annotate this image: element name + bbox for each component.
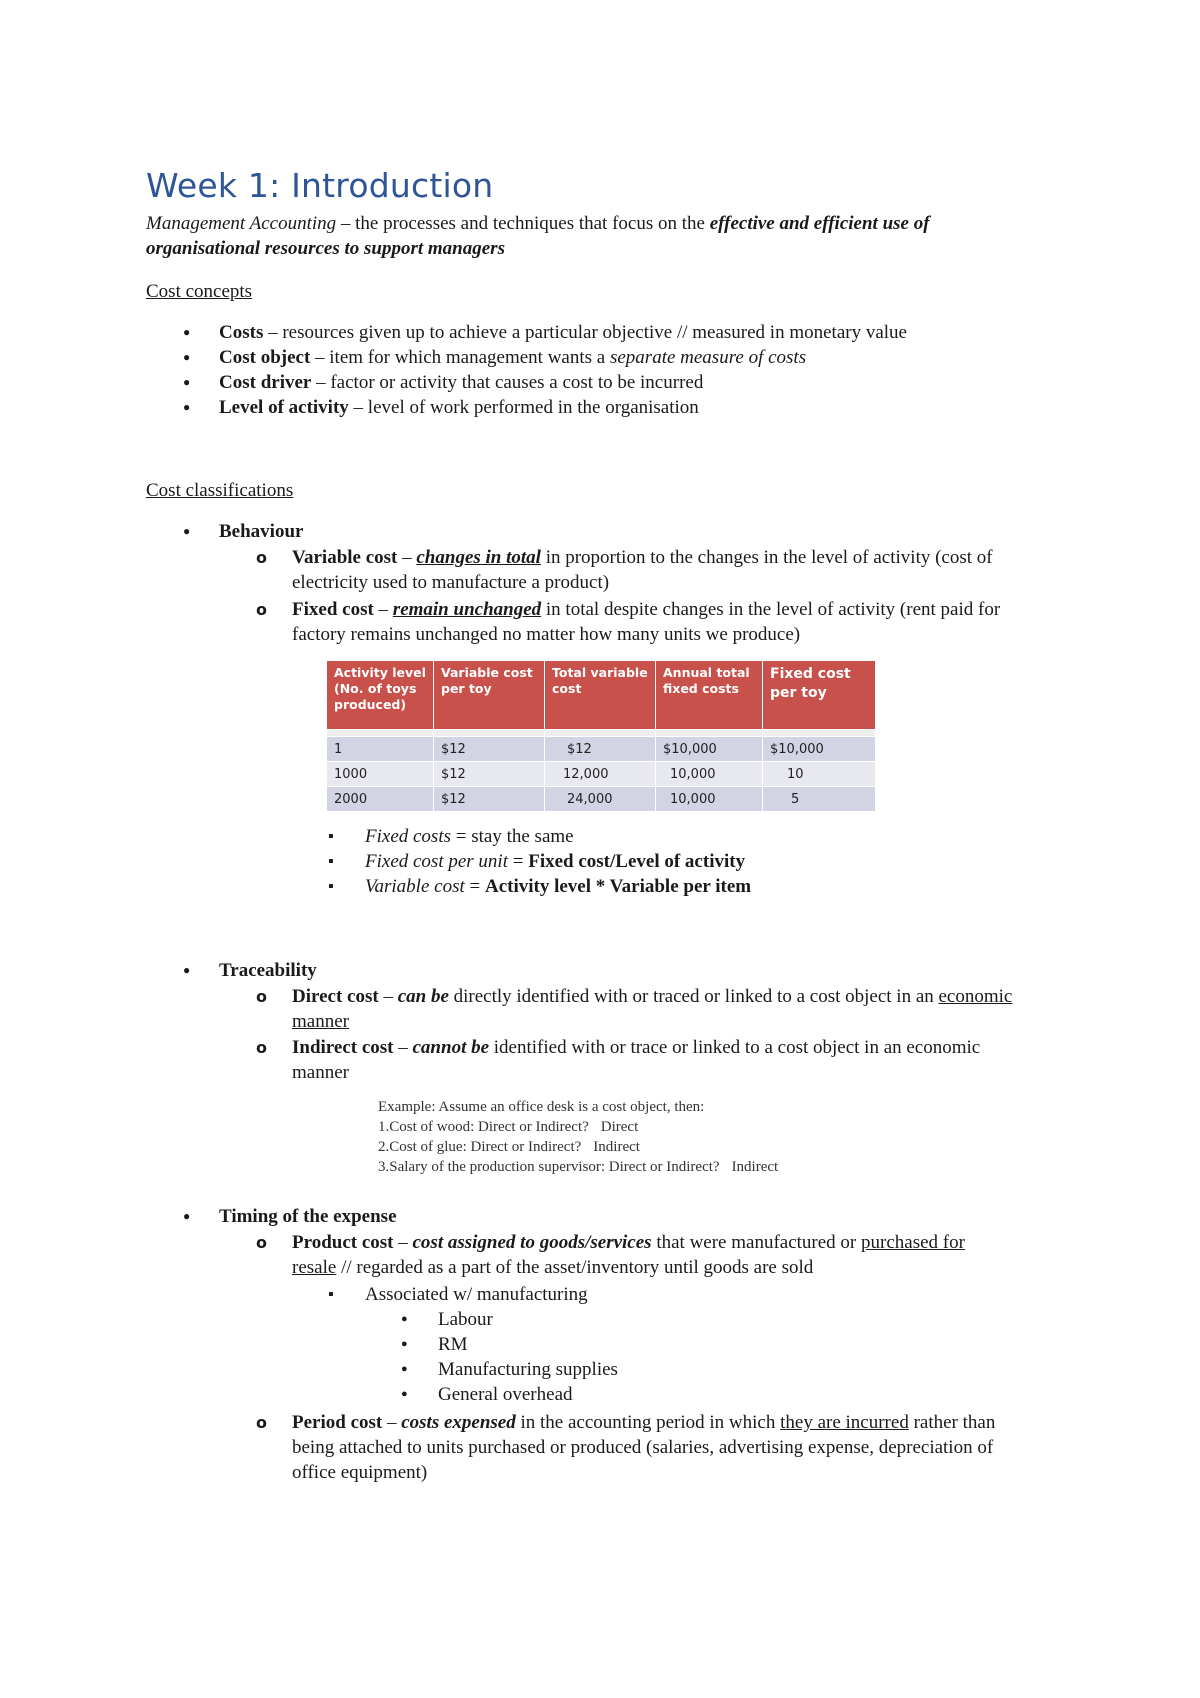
table-row: 1000 $12 12,000 10,000 10 (327, 762, 876, 787)
manufacturing-list (146, 1307, 1076, 1407)
table-header: Variable cost per toy (434, 661, 545, 730)
intro-paragraph (146, 211, 1076, 261)
list-item: o Fixed cost – remain unchanged in total despite changes in the level of activity (rent paid for factory remains unchanged no matter how many units we produce) (146, 597, 1076, 647)
table-header: Activity level (No. of toys produced) (327, 661, 434, 730)
example-box (378, 1097, 778, 1177)
list-item: ● Level of activity – level of work performed in the organisation (146, 395, 1076, 420)
cost-classifications-heading: Cost classifications (146, 480, 294, 501)
example-intro: Example: Assume an office desk is a cost object, then: (378, 1099, 705, 1115)
cost-behaviour-table (326, 660, 876, 812)
list-item: o Direct cost – can be directly identified with or traced or linked to a cost object in an economic manner (146, 984, 1076, 1034)
intro-emphasis-2: organisational resources to support managers (146, 238, 505, 259)
list-item: ● Behaviour (146, 519, 1076, 544)
list-item: ▪ Variable cost = Activity level * Variable per item (146, 874, 1076, 899)
example-line: 3.Salary of the production supervisor: Direct or Indirect? Indirect (378, 1159, 779, 1175)
timing-sublist-product (146, 1230, 1076, 1280)
list-item: ● RM (146, 1332, 1076, 1357)
list-item: ● Manufacturing supplies (146, 1357, 1076, 1382)
list-item: ● Traceability (146, 958, 1076, 983)
traceability-sublist (146, 984, 1076, 1085)
list-item: ▪ Fixed cost per unit = Fixed cost/Level of activity (146, 849, 1076, 874)
behaviour-list (146, 519, 1076, 544)
table-header: Total variable cost (545, 661, 656, 730)
timing-sublist-period (146, 1410, 1076, 1485)
list-item: o Variable cost – changes in total in proportion to the changes in the level of activity (cost of electricity used to manufacture a product) (146, 545, 1076, 595)
list-item: ▪ Fixed costs = stay the same (146, 824, 1076, 849)
list-item: ● Cost object – item for which management wants a separate measure of costs (146, 345, 1076, 370)
example-line: 2.Cost of glue: Direct or Indirect? Indirect (378, 1139, 640, 1155)
cost-concepts-list (146, 320, 1076, 420)
table-header: Fixed cost per toy (763, 661, 876, 730)
intro-text: – the processes and techniques that focus on the (336, 213, 710, 234)
associated-list (146, 1282, 1076, 1307)
list-item: ● Timing of the expense (146, 1204, 1076, 1229)
list-item: o Period cost – costs expensed in the accounting period in which they are incurred rather than being attached to units purchased or produced (salaries, advertising expense, depreciation of office equipment) (146, 1410, 1076, 1485)
behaviour-sublist (146, 545, 1076, 647)
table-row: 2000 $12 24,000 10,000 5 (327, 787, 876, 812)
example-line: 1.Cost of wood: Direct or Indirect? Direct (378, 1119, 639, 1135)
list-item: o Product cost – cost assigned to goods/services that were manufactured or purchased for resale // regarded as a part of the asset/inventory until goods are sold (146, 1230, 1076, 1280)
table-header: Annual total fixed costs (656, 661, 763, 730)
intro-emphasis-1: effective and efficient use of (709, 213, 930, 234)
intro-term: Management Accounting (146, 213, 337, 234)
table-row: 1 $12 $12 $10,000 $10,000 (327, 737, 876, 762)
table-header-row (327, 661, 876, 730)
formula-list (146, 824, 1076, 899)
list-item: o Indirect cost – cannot be identified with or trace or linked to a cost object in an economic manner (146, 1035, 1076, 1085)
list-item: ▪ Associated w/ manufacturing (146, 1282, 1076, 1307)
timing-list (146, 1204, 1076, 1229)
list-item: ● Cost driver – factor or activity that causes a cost to be incurred (146, 370, 1076, 395)
list-item: ● Costs – resources given up to achieve a particular objective // measured in monetary value (146, 320, 1076, 345)
list-item: ● General overhead (146, 1382, 1076, 1407)
traceability-list (146, 958, 1076, 983)
page-title: Week 1: Introduction (146, 166, 494, 205)
list-item: ● Labour (146, 1307, 1076, 1332)
cost-concepts-heading: Cost concepts (146, 281, 253, 302)
